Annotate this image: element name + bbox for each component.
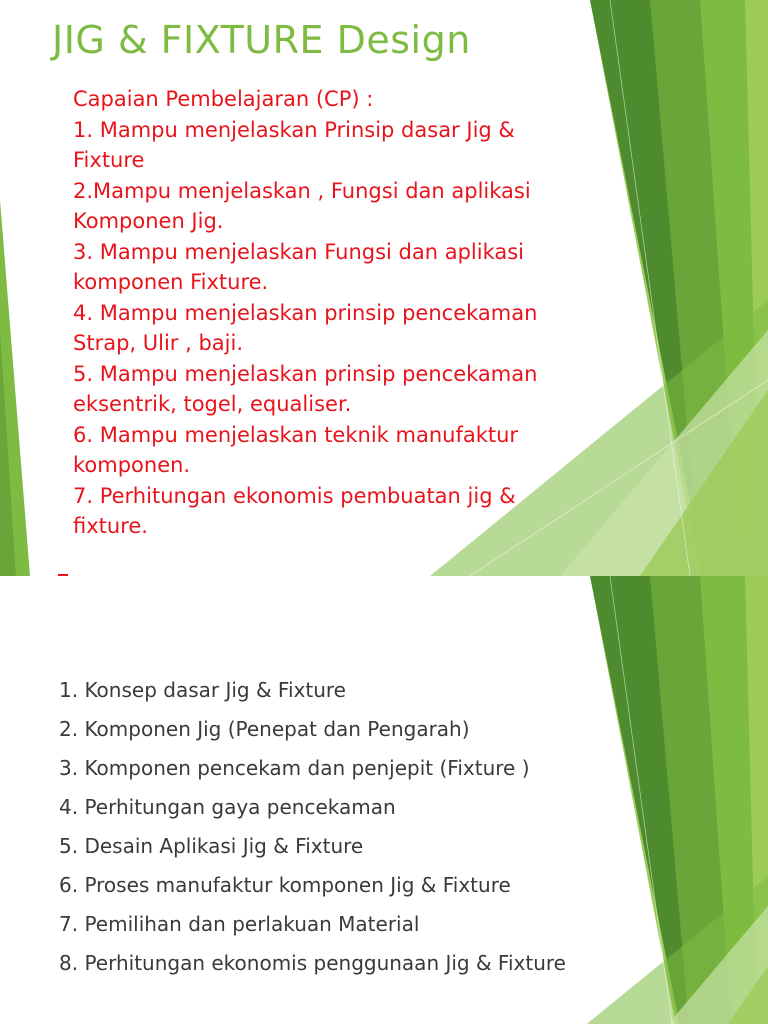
outcome-line: fixture. bbox=[73, 514, 148, 538]
outcome-line: 4. Mampu menjelaskan prinsip pencekaman bbox=[73, 300, 538, 325]
outcome-line: Strap, Ulir , baji. bbox=[73, 331, 243, 355]
agenda-item: 2. Komponen Jig (Penepat dan Pengarah) bbox=[59, 717, 470, 741]
outcome-line: 5. Mampu menjelaskan prinsip pencekaman bbox=[73, 361, 538, 386]
agenda-item: 5. Desain Aplikasi Jig & Fixture bbox=[59, 834, 364, 858]
outcome-line: 1. Mampu menjelaskan Prinsip dasar Jig & bbox=[73, 117, 515, 142]
slide-title: JIG & FIXTURE Design bbox=[52, 18, 471, 62]
outcome-line: komponen. bbox=[73, 453, 191, 477]
agenda-list bbox=[59, 675, 599, 987]
agenda-item: 7. Pemilihan dan perlakuan Material bbox=[59, 912, 420, 936]
outcome-line: 3. Mampu menjelaskan Fungsi dan aplikasi bbox=[73, 239, 525, 264]
outcome-line: eksentrik, togel, equaliser. bbox=[73, 392, 352, 416]
outcome-line: 7. Perhitungan ekonomis pembuatan jig & bbox=[73, 483, 516, 508]
outcome-line: 2.Mampu menjelaskan , Fungsi dan aplikasi bbox=[73, 178, 531, 203]
agenda-item: 8. Perhitungan ekonomis penggunaan Jig & Fixture bbox=[59, 951, 566, 975]
outcome-line: Komponen Jig. bbox=[73, 209, 224, 233]
learning-outcomes bbox=[73, 84, 593, 542]
slide-2 bbox=[0, 576, 768, 1024]
agenda-item: 4. Perhitungan gaya pencekaman bbox=[59, 795, 396, 819]
outcome-line: komponen Fixture. bbox=[73, 270, 269, 294]
learning-outcomes-heading: Capaian Pembelajaran (CP) : bbox=[73, 87, 374, 111]
agenda-item: 1. Konsep dasar Jig & Fixture bbox=[59, 678, 346, 702]
agenda-item: 3. Komponen pencekam dan penjepit (Fixture ) bbox=[59, 756, 530, 780]
outcome-line: 6. Mampu menjelaskan teknik manufaktur bbox=[73, 422, 519, 447]
agenda-item: 6. Proses manufaktur komponen Jig & Fixture bbox=[59, 873, 511, 897]
outcome-line: Fixture bbox=[73, 148, 145, 172]
